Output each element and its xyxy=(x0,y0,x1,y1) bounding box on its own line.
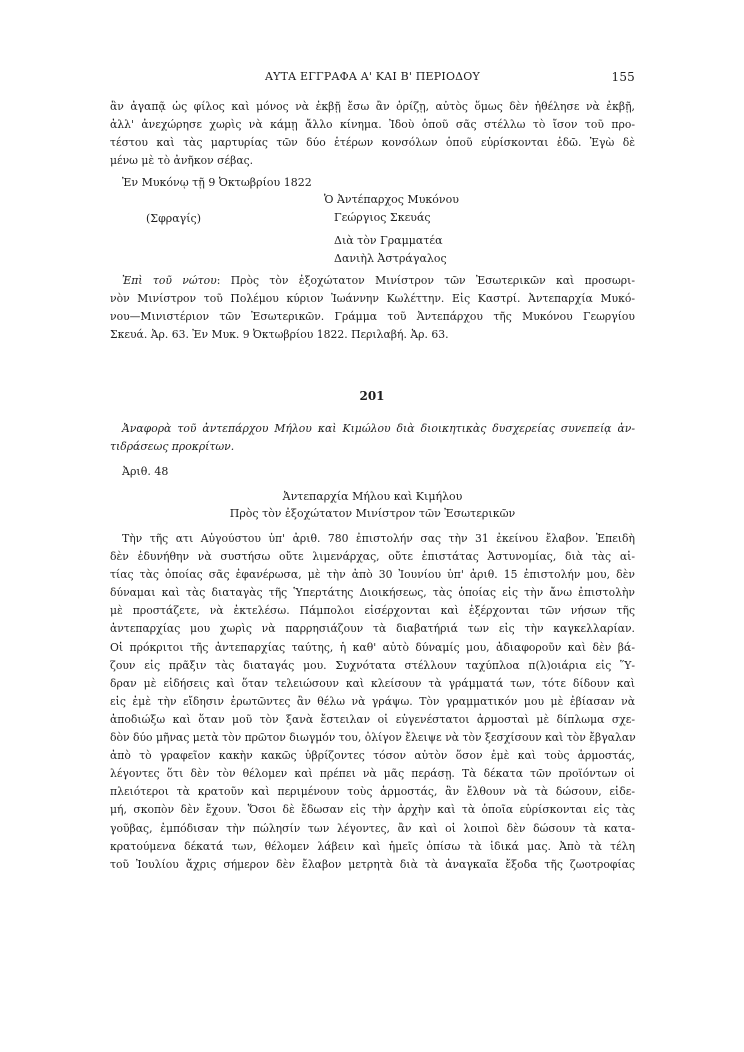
text-line: ἀλλ' ἀνεχώρησε χωρὶς νὰ κάμῃ ἄλλο κίνημα. Ἰδοὺ ὁποῦ σᾶς στέλλω τὸ ἴσον τοῦ προ- xyxy=(110,118,635,132)
doc200-closing-paragraph xyxy=(110,98,635,170)
doc201-body xyxy=(110,530,635,874)
text-line: δὲν ἐδυνήθην νὰ συστήσω οὔτε λιμενάρχας, οὔτε ἐπιστάτας Ἀστυνομίας, διὰ τὰς αἰ- xyxy=(110,550,635,564)
doc201-summary xyxy=(110,420,635,456)
text-line: ἀντεπαρχίας μου χωρὶς νὰ παρρησιάζουν τὰ διαβατήριά των εἰς τὴν καγκελλαρίαν. xyxy=(110,622,635,636)
text-line: ἀπὸ τὸ γραφεῖον κακὴν κακῶς ὑβρίζοντες τόσον αὐτὸν ὅσον ἐμὲ καὶ τοὺς ἁρμοστάς, xyxy=(110,749,635,763)
addressee-heading: Πρὸς τὸν ἐξοχώτατον Μινίστρον τῶν Ἐσωτερικῶν xyxy=(229,507,516,520)
date-line: Ἐν Μυκόνῳ τῇ 9 Ὀκτωβρίου 1822 xyxy=(122,176,312,189)
text-line: κρατούμενα δέκατά των, θέλομεν λάβειν καὶ ἡμεῖς ὀπίσω τὰ ἰδικά μας. Ἀπὸ τὰ τέλη xyxy=(110,839,635,853)
text-line: ζουν εἰς πρᾶξιν τὰς διαταγάς μου. Συχνότατα στέλλουν ταχύπλοα π(λ)οιάρια εἰς Ὕ- xyxy=(110,658,635,672)
text-line: μένω μὲ τὸ ἀνῆκον σέβας. xyxy=(110,154,254,168)
office-heading: Ἀντεπαρχία Μήλου καὶ Κιμήλου xyxy=(282,490,463,503)
text-line: Σκευά. Ἀρ. 63. Ἐν Μυκ. 9 Ὀκτωβρίου 1822. Περιλαβή. Ἀρ. 63. xyxy=(110,328,449,342)
text-line: Οἱ πρόκριτοι τῆς ἀντεπαρχίας ταύτης, ἡ καθ' αὐτὸ δύναμίς μου, ἀδιαφοροῦν καὶ δὲν βά- xyxy=(110,640,635,654)
text-line: τίας τὰς ὁποίας σᾶς ἐφανέρωσα, μὲ τὴν ἀπὸ 30 Ἰουνίου ὑπ' ἀριθ. 15 ἐπιστολήν μου, δὲν xyxy=(110,568,635,582)
text-line: ἂν ἀγαπᾷ ὡς φίλος καὶ μόνος νὰ ἐκβῇ ἔσω ἂν ὁρίζῃ, αὐτὸς ὅμως δὲν ἠθέλησε νὰ ἐκβῇ, xyxy=(110,100,635,113)
secretary-label: Διὰ τὸν Γραμματέα xyxy=(334,234,443,247)
text-line: δὸν δύο μῆνας μετὰ τὸν πρῶτον διωγμόν του, ὀλίγον ἔλειψε νὰ τὸν ξεσχίσουν καὶ τὸν ἔβγαλαν xyxy=(110,731,636,745)
text-line: λέγοντες ὅτι δὲν τὸν θέλομεν καὶ πρέπει νὰ μᾶς περάσῃ. Τὰ δέκατα τῶν προϊόντων οἱ xyxy=(110,767,635,781)
seal-note: (Σφραγίς) xyxy=(146,212,202,225)
text-line xyxy=(110,272,635,290)
text-line: ἀποδιώξω καὶ ὅταν μοῦ τὸν ξανὰ ἔστειλαν οἱ εὐγενέστατοι ἁρμοσταὶ μὲ δίπλωμα σχε- xyxy=(110,712,635,726)
text-line: νου—Μινιστέριον τῶν Ἐσωτερικῶν. Γράμμα τοῦ Ἀντεπάρχου τῆς Μυκόνου Γεωργίου xyxy=(110,310,635,324)
signer-title: Ὁ Ἀντέπαρχος Μυκόνου xyxy=(324,193,459,206)
verso-line-first: : Πρὸς τὸν ἐξοχώτατον Μινίστρον τῶν Ἐσωτερικῶν καὶ προσωρι- xyxy=(216,274,635,287)
page-number: 155 xyxy=(611,70,635,84)
text-line: Τὴν τῆς ατι Αὐγούστου ὑπ' ἀριθ. 780 ἐπιστολήν σας τὴν 31 ἐκείνου ἔλαβον. Ἐπειδὴ xyxy=(122,532,635,545)
reference-number: Ἀριθ. 48 xyxy=(122,465,169,478)
page-header xyxy=(110,70,635,88)
signer-name: Γεώργιος Σκευάς xyxy=(334,211,431,224)
text-line: τέστου καὶ τὰς μαρτυρίας τῶν δύο ἑτέρων κονσόλων ὁποῦ εὑρίσκονται ἐδῶ. Ἐγὼ δὲ xyxy=(110,136,635,150)
verso-note xyxy=(110,272,635,344)
secretary-name: Δανιὴλ Ἀστράγαλος xyxy=(334,252,447,265)
text-line: εἰς ἐμὲ τὴν εἴδησιν ἐρωτῶντες ἂν θέλω νὰ γράψω. Τὸν γραμματικόν μου μὲ ἐβίασαν νὰ xyxy=(110,694,635,708)
running-title: ΑΥΤΑ ΕΓΓΡΑΦΑ Α' ΚΑΙ Β' ΠΕΡΙΟΔΟΥ xyxy=(265,70,480,83)
text-line: νὸν Μινίστρον τοῦ Πολέμου κύριον Ἰωάννην Κωλέττην. Εἰς Καστρί. Ἀντεπαρχία Μυκό- xyxy=(110,292,635,306)
text-line: τοῦ Ἰουλίου ἄχρις σήμερον δὲν ἔλαβον μετρητὰ διὰ τὰ ἀναγκαῖα ἔξοδα τῆς ζωοτροφίας xyxy=(110,857,635,871)
text-line: μὲ προστάζετε, νὰ ἐκτελέσω. Πάμπολοι εἰσέρχονται καὶ ἐξέρχονται τῶν νήσων τῆς xyxy=(110,604,635,618)
text-line: μή, σκοπὸν δὲν ἔχουν. Ὅσοι δὲ ἔδωσαν εἰς τὴν ἀρχὴν καὶ τὰ ὁποῖα εὑρίσκονται εἰς τὰς xyxy=(110,803,635,817)
text-line: δύναμαι καὶ τὰς διαταγὰς τῆς Ὑπερτάτης Διοικήσεως, τὰς ὁποίας εἰς τὴν ἄνω ἐπιστολὴν xyxy=(110,586,635,600)
text-line: πλειότεροι τὰ κρατοῦν καὶ περιμένουν τοὺς ἁρμοστάς, ἂν ἔλθουν νὰ τὰ δώσουν, εἰδε- xyxy=(110,785,635,799)
text-line: γοῦβας, ἐμπόδισαν τὴν πώλησίν των λέγοντες, ἂν καὶ οἱ λοιποὶ δὲν δώσουν τὰ κατα- xyxy=(110,821,635,835)
verso-label: Ἐπὶ τοῦ νώτου xyxy=(122,274,217,287)
text-line: δραν μὲ εἰδήσεις καὶ ὅταν τελειώσουν καὶ κλείσουν τὰ γράμματά των, τότε δίδουν καὶ xyxy=(110,676,635,690)
text-line: Ἀναφορὰ τοῦ ἀντεπάρχου Μήλου καὶ Κιμώλου διὰ διοικητικὰς δυσχερείας συνεπείᾳ ἀν- xyxy=(122,422,635,435)
text-line: τιδράσεως προκρίτων. xyxy=(110,440,235,454)
document-number: 201 xyxy=(359,389,385,403)
